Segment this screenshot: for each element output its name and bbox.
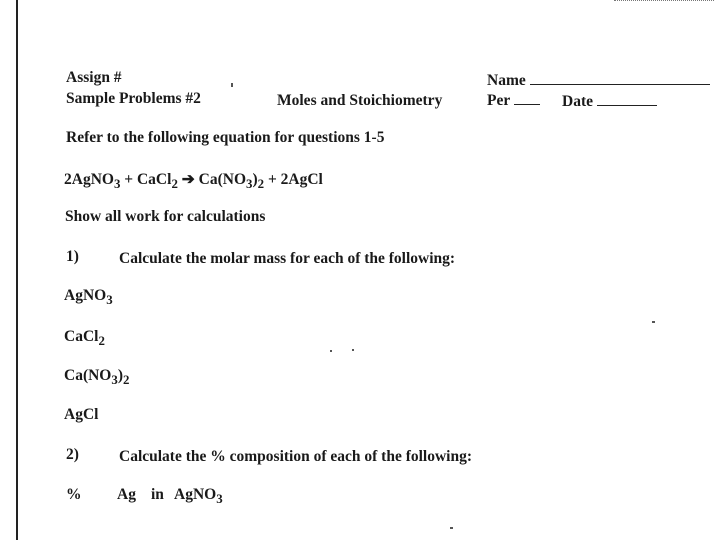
q1-item-agno3 bbox=[64, 287, 113, 308]
eq-sub: 3 bbox=[113, 176, 121, 192]
date-label: Date bbox=[562, 93, 593, 110]
formula-sub: 3 bbox=[216, 491, 223, 507]
scan-speck bbox=[652, 321, 655, 323]
eq-product-2: + 2AgCl bbox=[264, 171, 323, 188]
q1-number: 1) bbox=[66, 248, 79, 265]
page-left-edge bbox=[16, 0, 18, 540]
formula-sub: 2 bbox=[122, 372, 130, 388]
reaction-arrow-icon: ➔ bbox=[177, 171, 199, 188]
name-label: Name bbox=[487, 72, 526, 89]
formula-base: AgCl bbox=[64, 406, 99, 423]
q1-prompt: Calculate the molar mass for each of the following: bbox=[119, 250, 456, 267]
q1-item-agcl bbox=[64, 406, 98, 424]
eq-sub: 2 bbox=[171, 176, 178, 192]
refer-instruction: Refer to the following equation for questions 1-5 bbox=[66, 129, 385, 146]
sample-title: Sample Problems #2 bbox=[66, 90, 201, 107]
eq-product-1: Ca(NO bbox=[198, 171, 246, 188]
show-work-instruction: Show all work for calculations bbox=[65, 208, 266, 225]
per-blank bbox=[514, 92, 540, 105]
formula-sub: 3 bbox=[106, 292, 113, 308]
eq-reactant-1: 2AgNO bbox=[64, 171, 114, 188]
q2-compound bbox=[174, 486, 223, 507]
date-field bbox=[562, 93, 657, 111]
eq-sub: 3 bbox=[246, 176, 253, 192]
eq-reactant-2: + CaCl bbox=[120, 171, 172, 188]
q2-in-word: in bbox=[151, 486, 164, 503]
scan-speck bbox=[231, 83, 233, 87]
q1-item-cano32 bbox=[64, 367, 129, 388]
q2-number: 2) bbox=[66, 446, 79, 463]
formula-base: CaCl bbox=[64, 328, 99, 345]
q1-item-cacl2 bbox=[64, 328, 105, 349]
formula-tail: ) bbox=[117, 367, 123, 384]
eq-sub: 2 bbox=[257, 176, 265, 192]
per-label: Per bbox=[487, 92, 510, 109]
formula-sub: 3 bbox=[111, 372, 118, 388]
date-blank bbox=[597, 93, 657, 106]
assign-label: Assign # bbox=[66, 69, 122, 86]
formula-base: Ca(NO bbox=[64, 367, 112, 384]
scan-speck bbox=[330, 350, 332, 352]
formula-base: AgNO bbox=[174, 486, 217, 503]
q2-prompt: Calculate the % composition of each of the following: bbox=[119, 448, 473, 465]
scan-artifact bbox=[614, 0, 714, 3]
eq-paren: ) bbox=[252, 171, 258, 188]
topic-title: Moles and Stoichiometry bbox=[277, 92, 443, 109]
per-field bbox=[487, 92, 540, 110]
reaction-equation bbox=[64, 170, 323, 192]
scan-speck bbox=[352, 349, 354, 351]
q2-percent-symbol: % bbox=[66, 486, 82, 503]
name-field bbox=[487, 72, 710, 90]
formula-sub: 2 bbox=[98, 333, 105, 349]
q2-element: Ag bbox=[117, 486, 136, 503]
formula-base: AgNO bbox=[64, 287, 107, 304]
name-blank bbox=[530, 72, 710, 85]
scan-speck bbox=[450, 527, 453, 529]
